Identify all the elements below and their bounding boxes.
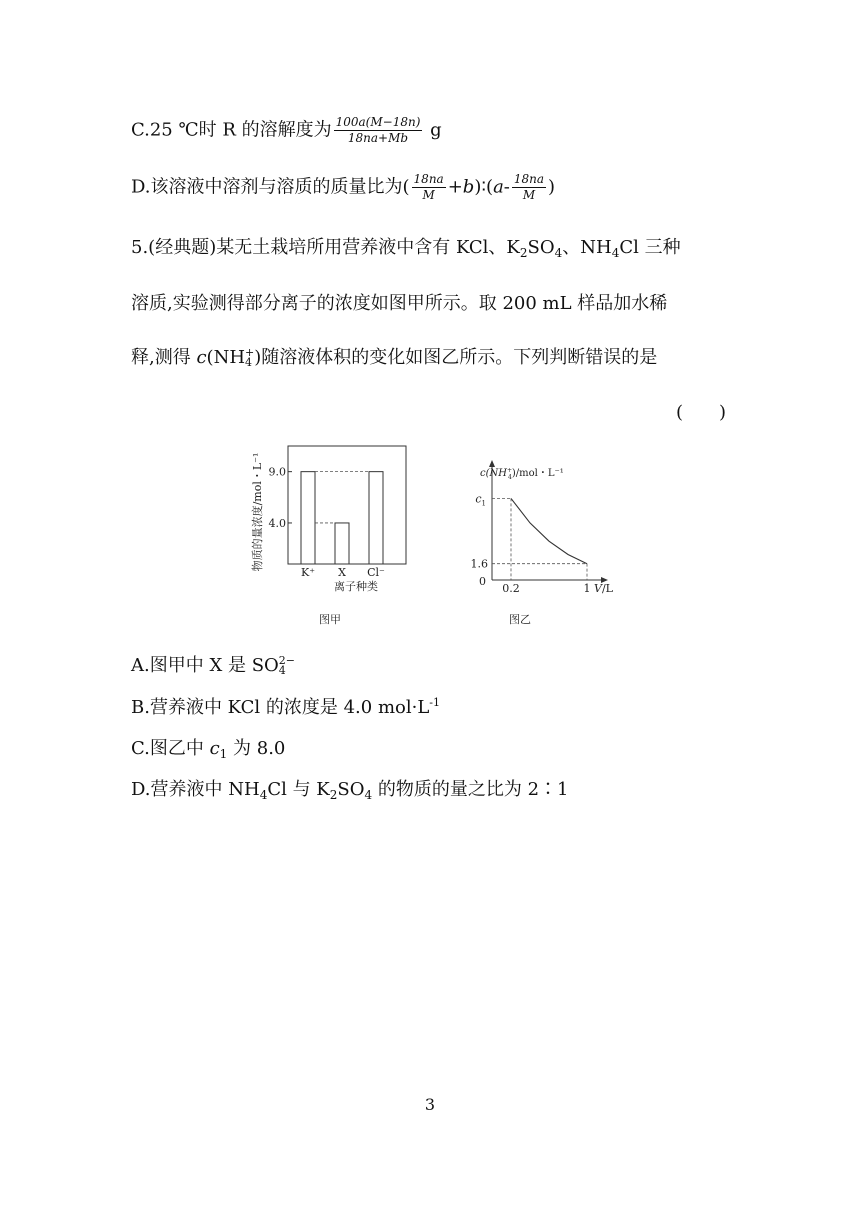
nh4-charge [245, 348, 254, 368]
fraction-numerator: 100a(M−18n) [335, 115, 421, 129]
bar-0 [301, 472, 315, 564]
concentration-curve [511, 498, 587, 563]
subscript: 2 [329, 788, 338, 802]
ratio-sign: )∶( [474, 176, 494, 198]
chart-jia [248, 440, 418, 635]
x-axis-label: V/L [594, 582, 613, 595]
var-c: c [196, 347, 207, 368]
option-d-text: SO [337, 779, 365, 800]
subscript: 4 [611, 246, 620, 260]
fraction-denominator: M [522, 188, 536, 202]
subscript: 4 [259, 788, 268, 802]
x-tick-label: K⁺ [300, 566, 316, 579]
minus-sign: - [503, 176, 510, 198]
x-tick-label: X [338, 566, 346, 579]
subscript: 4 [245, 356, 253, 369]
q-text: 5.(经典题)某无土栽培所用营养液中含有 KCl、K [131, 237, 520, 258]
chart-caption: 图甲 [319, 613, 341, 626]
answer-blank: ( ) [676, 402, 727, 423]
var-c: c [209, 738, 220, 759]
y-tick-label: 4.0 [268, 516, 286, 530]
y-tick-label: 1.6 [470, 557, 488, 571]
option-c-prev [131, 115, 442, 146]
x-axis-label: 离子种类 [334, 580, 378, 593]
question-line-2: 溶质,实验测得部分离子的浓度如图甲所示。取 200 mL 样品加水稀 [131, 293, 668, 314]
fraction-denominator: M [422, 188, 435, 202]
so4-charge [279, 656, 295, 676]
y-axis-label: c(NH+ 4)/mol・L⁻¹ [480, 467, 564, 481]
plus-sign: + [447, 176, 463, 198]
chart-yi [448, 452, 618, 635]
superscript: -1 [429, 696, 441, 709]
subscript: 4 [554, 246, 563, 260]
question-line-3 [131, 343, 657, 369]
option-d-text: Cl 与 K [267, 779, 330, 800]
solubility-fraction [334, 115, 423, 146]
q-text: SO [527, 237, 555, 258]
q-text: Cl 三种 [619, 237, 681, 258]
y-tick-label: 0 [479, 575, 486, 588]
unit-g: g [430, 119, 442, 141]
fraction-numerator: 18na [413, 172, 444, 186]
option-c [131, 734, 285, 761]
option-d-text: 的物质的量之比为 2∶1 [372, 779, 569, 800]
close-paren: ) [548, 176, 556, 198]
q-text: (NH [206, 347, 246, 368]
option-d-prev [131, 172, 555, 203]
x-tick-label: 1 [583, 582, 591, 595]
option-c-text: 为 8.0 [227, 738, 286, 759]
y-axis-arrow-icon [489, 460, 495, 467]
y-tick-label: 9.0 [268, 465, 286, 479]
ratio-fraction-1 [412, 172, 446, 203]
q-text: )随溶液体积的变化如图乙所示。下列判断错误的是 [254, 347, 658, 368]
option-a-text: A.图甲中 X 是 SO [131, 655, 279, 676]
var-b: b [462, 176, 475, 198]
y-tick-label: $c_1$ [475, 492, 486, 508]
option-c-text: C.图乙中 [131, 738, 210, 759]
var-a: a [493, 176, 504, 198]
x-tick-label: Cl⁻ [367, 566, 385, 579]
bar-2 [369, 472, 383, 564]
subscript: 1 [219, 747, 228, 761]
option-d-text: D.营养液中 NH [131, 779, 260, 800]
option-c-prev-text: C.25 ℃时 R 的溶解度为 [131, 119, 332, 141]
option-d-prev-text: D.该溶液中溶剂与溶质的质量比为( [131, 176, 410, 198]
option-b-text: B.营养液中 KCl 的浓度是 4.0 mol·L [131, 697, 430, 718]
y-axis-label: 物质的量浓度/mol・L⁻¹ [251, 452, 264, 572]
q-text: 释,测得 [131, 347, 197, 368]
option-a [131, 651, 295, 677]
option-d [131, 775, 568, 802]
superscript: + [245, 346, 255, 359]
option-b [131, 693, 440, 719]
bar-1 [335, 523, 349, 564]
question-line-1 [131, 233, 681, 260]
page-number: 3 [424, 1095, 436, 1114]
superscript: 2− [278, 654, 296, 667]
subscript: 2 [519, 246, 528, 260]
chart-caption: 图乙 [509, 613, 531, 626]
x-tick-label: 0.2 [502, 582, 520, 595]
fraction-denominator: 18na+Mb [347, 131, 409, 145]
q-text: 、NH [562, 237, 612, 258]
subscript: 4 [278, 664, 286, 677]
subscript: 4 [364, 788, 373, 802]
ratio-fraction-2 [512, 172, 546, 203]
fraction-numerator: 18na [513, 172, 545, 186]
